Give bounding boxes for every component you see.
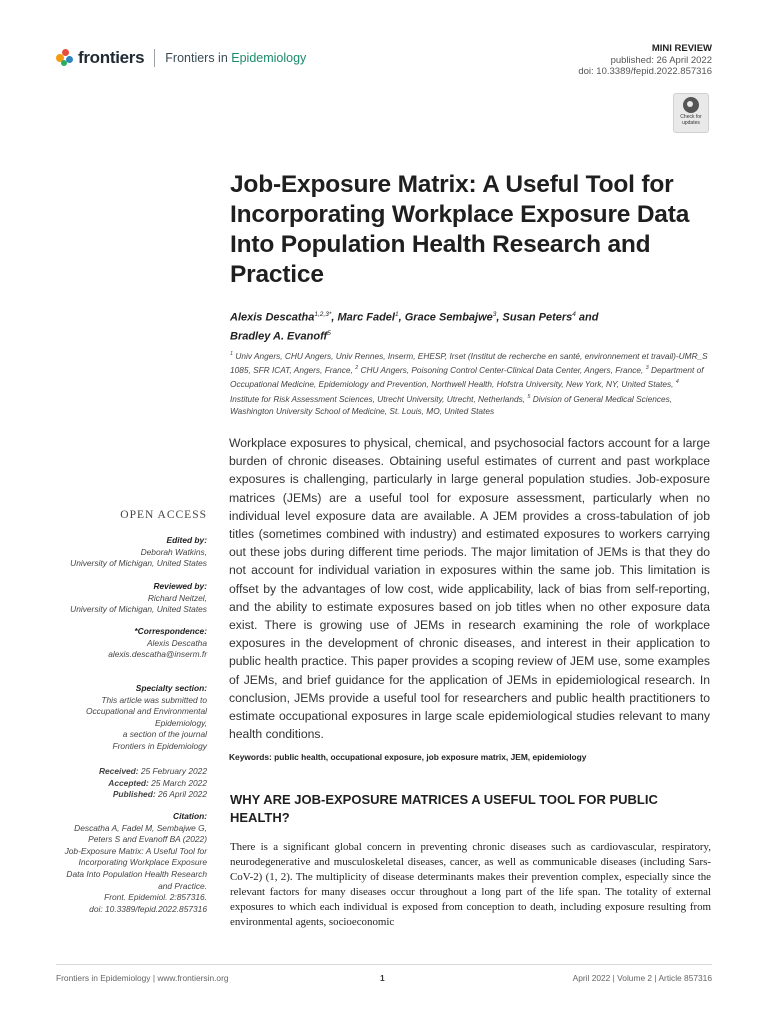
correspondence-email[interactable]: alexis.descatha@inserm.fr bbox=[108, 649, 207, 660]
article-type: MINI REVIEW bbox=[651, 43, 712, 54]
reviewed-by-block: Reviewed by: Richard Neitzel, University of Michigan, United States bbox=[70, 581, 207, 615]
keywords-label: Keywords: bbox=[229, 752, 272, 762]
footer-issue-info: April 2022 | Volume 2 | Article 857316 bbox=[572, 973, 712, 983]
journal-header bbox=[56, 46, 306, 70]
author-name[interactable]: Bradley A. Evanoff bbox=[230, 330, 328, 343]
published-date: published: 26 April 2022 bbox=[610, 54, 712, 66]
author-list: Alexis Descatha$^{1,2,3*}$, Marc Fadel$^1$, Grace Sembajwe$^3$, Susan Peters$^4$ and Bradley A. Evanoff$^5$ bbox=[230, 311, 599, 343]
article-meta bbox=[578, 43, 712, 78]
citation-doi[interactable]: doi: 10.3389/fepid.2022.857316 bbox=[89, 903, 207, 914]
author-name[interactable]: Susan Peters bbox=[502, 311, 573, 324]
frontiers-logo-icon bbox=[56, 49, 74, 67]
header-divider bbox=[154, 49, 155, 67]
affiliations: $^1$ Univ Angers, CHU Angers, Univ Rennes, Inserm, EHESP, Irset (Institut de recherche en santé, environnement et travail)-UMR_S 1085, SFR ICAT, Angers, France, $^2$ CHU Angers, Poisoning Control Center-Clinical Data Center, Angers, France, $^3$ Department of Occupational Medicine, Epidemiology and Prevention, Northwell Health, Hofstra University, New York, NY, United States, $^4$ Institute for Risk Assessment Sciences, Utrecht University, Utrecht, Netherlands, $^5$ Division of General Medical Sciences, Washington University School of Medicine, St. Louis, MO, United States bbox=[230, 350, 708, 416]
section-heading: WHY ARE JOB-EXPOSURE MATRICES A USEFUL TOOL FOR PUBLIC HEALTH? bbox=[230, 792, 658, 825]
author-name[interactable]: Grace Sembajwe bbox=[404, 311, 493, 324]
open-access-label: OPEN ACCESS bbox=[120, 509, 207, 521]
specialty-section-block: Specialty section: This article was submitted to Occupational and Environmental Epidemiology, a section of the journal Frontiers in Epidemiology bbox=[85, 683, 207, 751]
keywords-list: public health, occupational exposure, job exposure matrix, JEM, epidemiology bbox=[271, 752, 587, 762]
author-name[interactable]: Alexis Descatha bbox=[230, 311, 315, 324]
check-updates-label: Check for updates bbox=[680, 114, 702, 126]
journal-name: Frontiers in Epidemiology bbox=[165, 51, 307, 65]
edited-by-block: Edited by: Deborah Watkins, University of Michigan, United States bbox=[70, 535, 207, 569]
footer-divider bbox=[56, 964, 712, 965]
article-title: Job-Exposure Matrix: A Useful Tool for Incorporating Workplace Exposure Data Into Population Health Research and Practice bbox=[230, 171, 690, 288]
author-name[interactable]: Marc Fadel bbox=[337, 311, 395, 324]
check-for-updates-badge[interactable] bbox=[673, 93, 709, 133]
dates-block: Received: 25 February 2022 Accepted: 25 March 2022 Published: 26 April 2022 bbox=[98, 766, 207, 800]
footer-journal-link[interactable]: Frontiers in Epidemiology | www.frontiersin.org bbox=[56, 973, 229, 983]
body-text: There is a significant global concern in preventing chronic diseases such as cardiovascular, respiratory, neurodegenerative and musculoskeletal diseases, cancer, as well as communicable diseases (including Sars-CoV-2) (1, 2). The multiplicity of disease determinants makes their prevention complex, especially since the relevant factors for many diseases occur throughout a long part of the life span. The totality of external exposures to which each individual is exposed from conception to death, including exposure resulting from environmental agents, socioeconomic bbox=[230, 841, 711, 928]
citation-block: Citation: Descatha A, Fadel M, Sembajwe G, Peters S and Evanoff BA (2022) Job-Exposure Matrix: A Useful Tool for Incorporating Workplace Exposure Data Into Population Health Research and Practice. Front. Epidemiol. 2:857316. doi: 10.3389/fepid.2022.857316 bbox=[56, 811, 207, 915]
brand-name: frontiers bbox=[78, 48, 145, 67]
keywords bbox=[229, 752, 710, 762]
abstract: Workplace exposures to physical, chemical, and psychosocial factors account for a large burden of chronic diseases. Obtaining useful estimates of current and past workplace exposures is challenging, particularly in large general population studies. Job-exposure matrices (JEMs) are a useful tool for exposure assessment, particularly when no individual level exposure data are available. A JEM provides a cross-tabulation of job titles (sometimes combined with industry) and estimated exposures to workers carrying out these jobs during different time periods. The major limitation of JEMs is that they do not account for individual variation in exposures within the same job. This limitation is offset by the advantages of low cost, wide applicability, lack of bias from self-reporting, and the ability to estimate exposures based on job titles when no other exposure data exist. There is growing use of JEMs in research examining the role of workplace exposures in the development of chronic diseases, and interest in their application to public health practice. This paper provides a scoping review of JEM use, some examples of JEMs, and brief guidance for the application of JEMs in epidemiological research. In conclusion, JEMs provide a useful tool for researchers and public health practitioners to estimate occupational exposures in large scale epidemiological studies relevant to many health conditions. bbox=[229, 436, 710, 742]
correspondence-block: *Correspondence: Alexis Descatha alexis.descatha@inserm.fr bbox=[56, 626, 207, 661]
page-number: 1 bbox=[380, 973, 385, 983]
check-updates-icon bbox=[683, 97, 699, 113]
article-doi: doi: 10.3389/fepid.2022.857316 bbox=[578, 66, 712, 77]
